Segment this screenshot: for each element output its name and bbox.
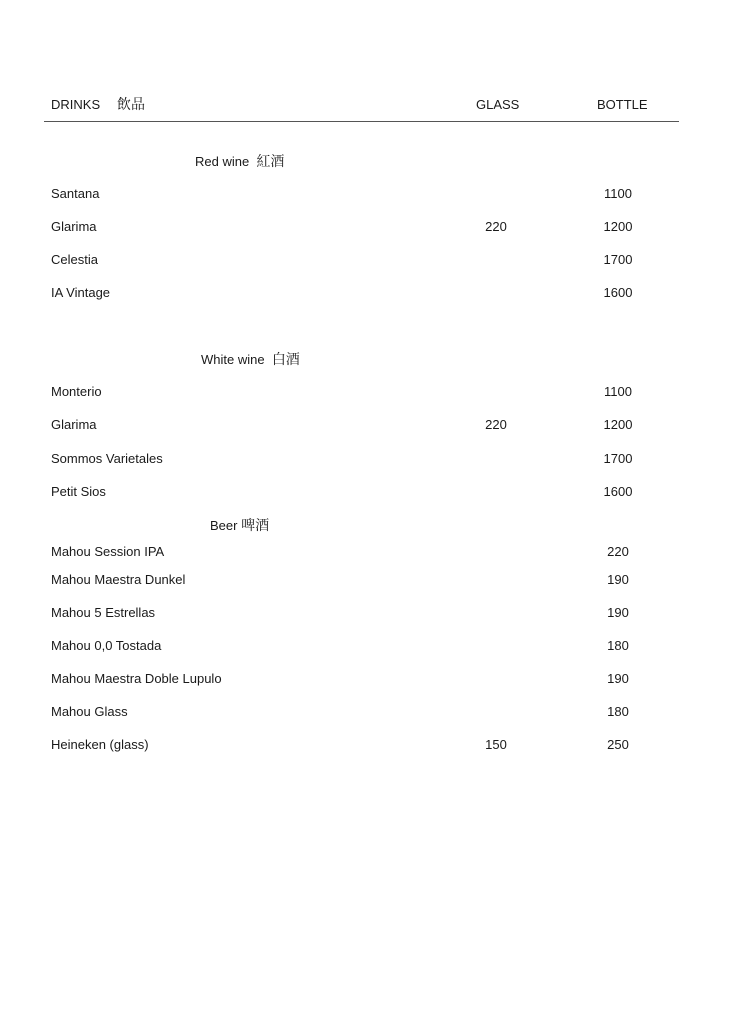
section-title-cn: 啤酒 <box>241 517 270 533</box>
item-name: Glarima <box>51 417 97 432</box>
drinks-heading: DRINKS <box>51 97 101 112</box>
item-glass-price: 150 <box>485 737 507 752</box>
item-name: Santana <box>51 186 100 201</box>
menu-item <box>0 544 730 560</box>
item-name: Mahou 0,0 Tostada <box>51 638 162 653</box>
item-bottle-price: 1200 <box>603 219 633 234</box>
item-bottle-price: 1700 <box>603 252 633 267</box>
glass-column-header: GLASS <box>476 97 520 112</box>
item-bottle-price: 190 <box>607 671 629 686</box>
section-title-beer <box>210 517 269 534</box>
menu-item <box>0 384 730 400</box>
menu-item <box>0 417 730 433</box>
item-bottle-price: 190 <box>607 572 629 587</box>
menu-item <box>0 186 730 202</box>
menu-item <box>0 671 730 687</box>
menu-item <box>0 605 730 621</box>
item-name: Mahou Maestra Doble Lupulo <box>51 671 222 686</box>
menu-item <box>0 252 730 268</box>
menu-item <box>0 737 730 753</box>
item-bottle-price: 1600 <box>603 285 633 300</box>
item-bottle-price: 180 <box>607 638 629 653</box>
header-divider <box>44 121 679 122</box>
menu-item <box>0 572 730 588</box>
bottle-column-header: BOTTLE <box>597 97 648 112</box>
section-title-text: Red wine <box>195 154 250 169</box>
item-bottle-price: 250 <box>607 737 629 752</box>
item-bottle-price: 1200 <box>603 417 633 432</box>
menu-item <box>0 638 730 654</box>
item-bottle-price: 220 <box>607 544 629 559</box>
item-name: Mahou Maestra Dunkel <box>51 572 186 587</box>
item-name: IA Vintage <box>51 285 111 300</box>
item-bottle-price: 180 <box>607 704 629 719</box>
section-title-text: White wine <box>201 352 265 367</box>
item-name: Celestia <box>51 252 98 267</box>
item-bottle-price: 190 <box>607 605 629 620</box>
item-name: Glarima <box>51 219 97 234</box>
section-title-cn: 白酒 <box>271 351 300 367</box>
item-glass-price: 220 <box>485 417 507 432</box>
menu-item <box>0 484 730 500</box>
section-title-red-wine <box>195 153 284 170</box>
item-name: Sommos Varietales <box>51 451 163 466</box>
item-bottle-price: 1600 <box>603 484 633 499</box>
section-title-white-wine <box>201 351 300 368</box>
menu-item <box>0 451 730 467</box>
menu-item <box>0 704 730 720</box>
item-name: Heineken (glass) <box>51 737 149 752</box>
drinks-heading-cn: 飲品 <box>117 96 145 112</box>
item-bottle-price: 1700 <box>603 451 633 466</box>
item-glass-price: 220 <box>485 219 507 234</box>
section-title-text: Beer <box>210 518 238 533</box>
item-name: Mahou Glass <box>51 704 128 719</box>
item-bottle-price: 1100 <box>604 186 632 201</box>
item-name: Monterio <box>51 384 102 399</box>
menu-item <box>0 219 730 235</box>
section-title-cn: 紅酒 <box>256 153 285 169</box>
item-name: Petit Sios <box>51 484 106 499</box>
item-name: Mahou Session IPA <box>51 544 165 559</box>
menu-item <box>0 285 730 301</box>
item-bottle-price: 1100 <box>604 384 632 399</box>
item-name: Mahou 5 Estrellas <box>51 605 156 620</box>
